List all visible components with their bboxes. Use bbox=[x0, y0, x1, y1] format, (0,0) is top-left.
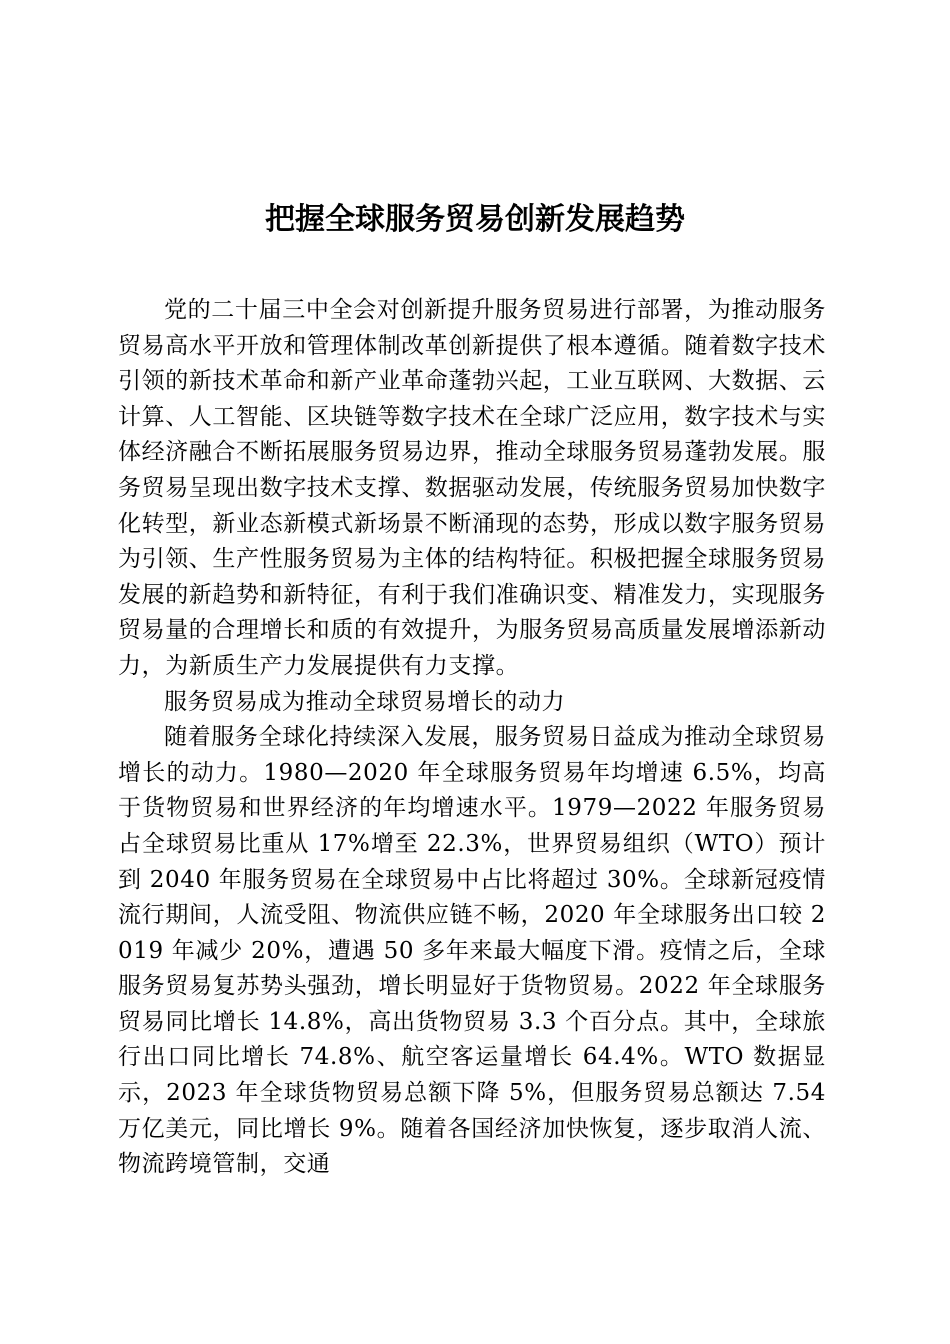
document-body bbox=[118, 293, 826, 1183]
intro-paragraph: 党的二十届三中全会对创新提升服务贸易进行部署，为推动服务贸易高水平开放和管理体制改革创新提供了根本遵循。随着数字技术引领的新技术革命和新产业革命蓬勃兴起，工业互联网、大数据、云计算、人工智能、区块链等数字技术在全球广泛应用，数字技术与实体经济融合不断拓展服务贸易边界，推动全球服务贸易蓬勃发展。服务贸易呈现出数字技术支撑、数据驱动发展，传统服务贸易加快数字化转型，新业态新模式新场景不断涌现的态势，形成以数字服务贸易为引领、生产性服务贸易为主体的结构特征。积极把握全球服务贸易发展的新趋势和新特征，有利于我们准确识变、精准发力，实现服务贸易量的合理增长和质的有效提升，为服务贸易高质量发展增添新动力，为新质生产力发展提供有力支撑。 bbox=[118, 297, 826, 679]
section-heading: 服务贸易成为推动全球贸易增长的动力 bbox=[164, 688, 566, 715]
section-paragraph: 随着服务全球化持续深入发展，服务贸易日益成为推动全球贸易增长的动力。1980—2020 年全球服务贸易年均增速 6.5%，均高于货物贸易和世界经济的年均增速水平。1979—2022 年服务贸易占全球贸易比重从 17%增至 22.3%，世界贸易组织（WTO）预计到 2040 年服务贸易在全球贸易中占比将超过 30%。全球新冠疫情流行期间，人流受阻、物流供应链不畅，2020 年全球服务出口较 2019 年减少 20%，遭遇 50 多年来最大幅度下滑。疫情之后，全球服务贸易复苏势头强劲，增长明显好于货物贸易。2022 年全球服务贸易同比增长 14.8%，高出货物贸易 3.3 个百分点。其中，全球旅行出口同比增长 74.8%、航空客运量增长 64.4%。WTO 数据显示，2023 年全球货物贸易总额下降 5%，但服务贸易总额达 7.54 万亿美元，同比增长 9%。随着各国经济加快恢复，逐步取消人流、物流跨境管制，交通 bbox=[118, 724, 826, 1178]
document-title: 把握全球服务贸易创新发展趋势 bbox=[265, 202, 685, 237]
